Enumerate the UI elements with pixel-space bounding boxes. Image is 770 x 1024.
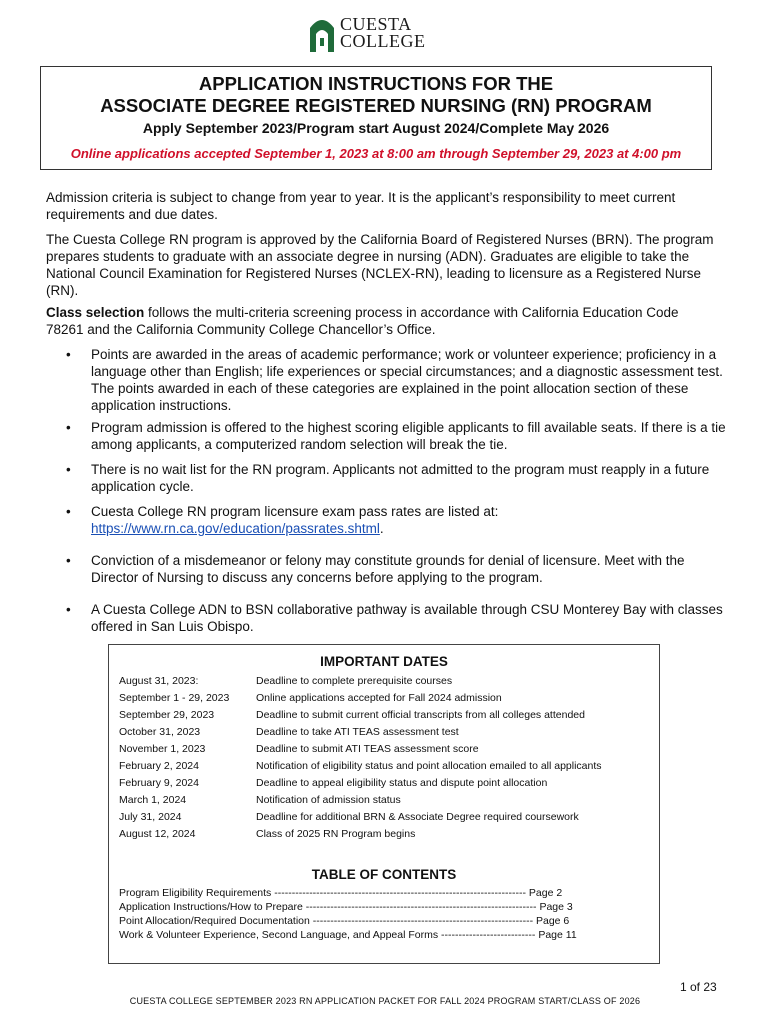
event-cell: Notification of admission status: [256, 794, 401, 806]
bullet-text: There is no wait list for the RN program. Applicants not admitted to the program must reapply in a future application cycle.: [91, 462, 710, 494]
cuesta-college-logo: [308, 12, 426, 54]
event-cell: Deadline to submit ATI TEAS assessment score: [256, 743, 479, 755]
date-cell: November 1, 2023: [119, 743, 206, 755]
page-number: 1 of 23: [680, 980, 717, 994]
event-cell: Deadline for additional BRN & Associate Degree required coursework: [256, 811, 579, 823]
date-cell: August 12, 2024: [119, 828, 196, 840]
page-title-line2: ASSOCIATE DEGREE REGISTERED NURSING (RN) PROGRAM: [100, 95, 652, 116]
bullet-icon: •: [66, 462, 71, 477]
date-cell: October 31, 2023: [119, 726, 201, 738]
date-cell: September 29, 2023: [119, 709, 215, 721]
page-title-line1: APPLICATION INSTRUCTIONS FOR THE: [198, 73, 554, 94]
bullet-text: Points are awarded in the areas of academic performance; work or volunteer experience; proficiency in a language other than English; life experiences or special circumstances; and a diagnostic assessment test. The points awarded in each of these categories are explained in the point allocation section of these application instructions.: [91, 347, 723, 413]
online-application-notice: Online applications accepted September 1, 2023 at 8:00 am through September 29, 2023 at 4:00 pm: [70, 146, 682, 161]
bullet-text: A Cuesta College ADN to BSN collaborative pathway is available through CSU Monterey Bay with classes offered in San Luis Obispo.: [91, 602, 723, 634]
bullet-icon: •: [66, 347, 71, 362]
event-cell: Deadline to appeal eligibility status and dispute point allocation: [256, 777, 548, 789]
event-cell: Deadline to complete prerequisite courses: [256, 675, 453, 687]
table-row: [119, 828, 654, 845]
class-selection-label: Class selection: [46, 305, 145, 320]
table-row: [119, 760, 654, 777]
pass-rates-link[interactable]: https://www.rn.ca.gov/education/passrates.shtml: [91, 521, 380, 536]
event-cell: Deadline to take ATI TEAS assessment test: [256, 726, 459, 738]
bullet-text: Cuesta College RN program licensure exam pass rates are listed at:: [91, 504, 499, 519]
bullet-icon: •: [66, 553, 71, 568]
mission-bell-icon: [308, 14, 336, 52]
event-cell: Deadline to submit current official transcripts from all colleges attended: [256, 709, 585, 721]
table-row: [119, 777, 654, 794]
table-row: [119, 794, 654, 811]
date-cell: August 31, 2023:: [119, 675, 199, 687]
event-cell: Class of 2025 RN Program begins: [256, 828, 416, 840]
program-dates-subtitle: Apply September 2023/Program start August 2024/Complete May 2026: [142, 120, 610, 136]
date-cell: February 2, 2024: [119, 760, 199, 772]
table-row: [119, 709, 654, 726]
bullet-text: Conviction of a misdemeanor or felony may constitute grounds for denial of licensure. Meet with the Director of Nursing to discuss any concerns before applying to the program.: [91, 553, 685, 585]
important-dates-box: [108, 644, 660, 964]
table-row: [119, 743, 654, 760]
table-of-contents-title: TABLE OF CONTENTS: [311, 867, 457, 882]
table-row: [119, 811, 654, 828]
toc-entry: Program Eligibility Requirements ------------------------------------------------------------------------ Page 2: [119, 887, 563, 899]
logo-line2: COLLEGE: [340, 31, 426, 51]
title-box: [40, 66, 712, 170]
event-cell: Notification of eligibility status and point allocation emailed to all applicants: [256, 760, 602, 772]
program-approval-paragraph: The Cuesta College RN program is approved by the California Board of Registered Nurses (BRN). The program prepares students to graduate with an associate degree in nursing (ADN). Graduates are eligible to take the National Council Examination for Registered Nurses (NCLEX-RN), leading to licensure as a Registered Nurse (RN).: [46, 232, 714, 298]
date-cell: March 1, 2024: [119, 794, 187, 806]
date-cell: July 31, 2024: [119, 811, 182, 823]
toc-entry: Application Instructions/How to Prepare ------------------------------------------------------------------ Page 3: [119, 901, 573, 913]
table-row: [119, 726, 654, 743]
bullet-icon: •: [66, 602, 71, 617]
toc-entry: Point Allocation/Required Documentation --------------------------------------------------------------- Page 6: [119, 915, 570, 927]
page-footer: CUESTA COLLEGE SEPTEMBER 2023 RN APPLICATION PACKET FOR FALL 2024 PROGRAM START/CLASS OF 2026: [129, 996, 641, 1006]
event-cell: Online applications accepted for Fall 2024 admission: [256, 692, 502, 704]
table-row: [119, 675, 654, 692]
bullet-icon: •: [66, 420, 71, 435]
bullet-icon: •: [66, 504, 71, 519]
important-dates-title: IMPORTANT DATES: [320, 654, 448, 669]
bullet-period: .: [379, 521, 384, 536]
class-selection-paragraph: [46, 304, 718, 338]
toc-entry: Work & Volunteer Experience, Second Language, and Appeal Forms --------------------------- Page 11: [119, 929, 577, 941]
table-row: [119, 692, 654, 709]
date-cell: February 9, 2024: [119, 777, 199, 789]
class-selection-text: follows the multi-criteria screening process in accordance with California Education Code 78261 and the California Community College Chancellor’s Office.: [46, 305, 679, 337]
logo-line1: CUESTA: [340, 14, 412, 34]
admission-criteria-paragraph: Admission criteria is subject to change from year to year. It is the applicant’s responsibility to meet current requirements and due dates.: [46, 190, 676, 222]
date-cell: September 1 - 29, 2023: [119, 692, 230, 704]
bullet-text: Program admission is offered to the highest scoring eligible applicants to fill available seats. If there is a tie among applicants, a computerized random selection will break the tie.: [91, 420, 726, 452]
